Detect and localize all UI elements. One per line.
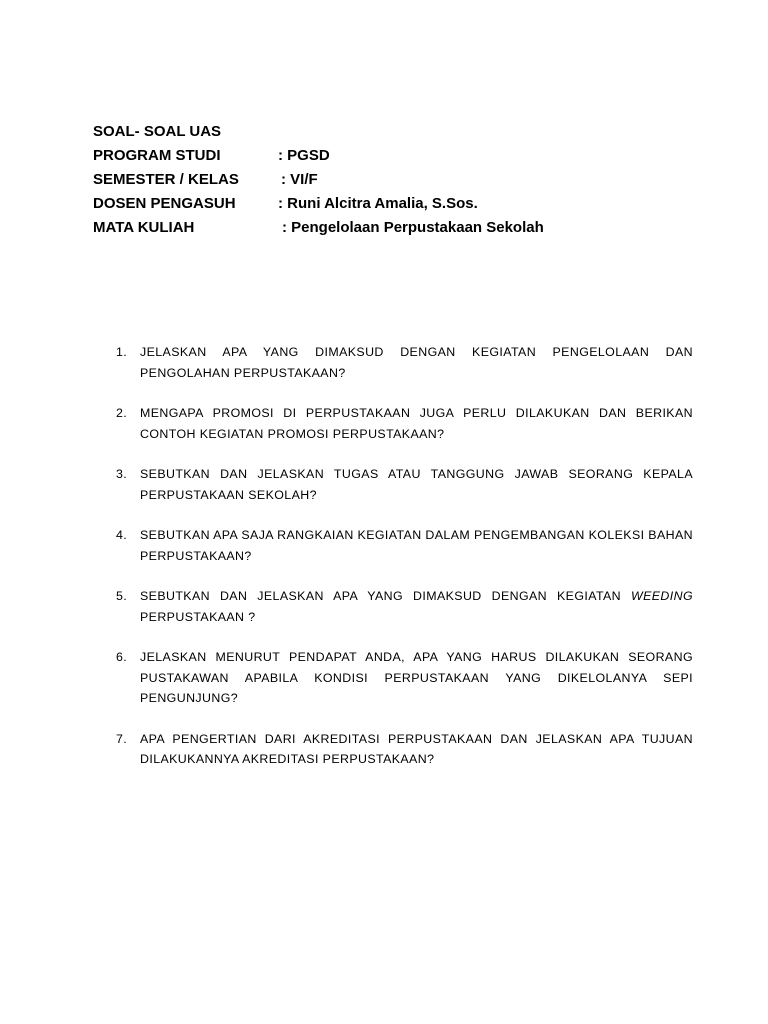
question-text: SEBUTKAN APA SAJA RANGKAIAN KEGIATAN DALAM PENGEMBANGAN KOLEKSI BAHAN PERPUSTAKAAN? <box>140 528 693 563</box>
question-number: 4. <box>116 528 128 542</box>
dosen-pengasuh-value: : Runi Alcitra Amalia, S.Sos. <box>278 195 478 212</box>
mata-kuliah-label: MATA KULIAH <box>93 219 195 236</box>
question-item <box>106 729 693 770</box>
question-text-before: SEBUTKAN DAN JELASKAN APA YANG DIMAKSUD DENGAN KEGIATAN <box>140 589 622 603</box>
question-text: JELASKAN MENURUT PENDAPAT ANDA, APA YANG HARUS DILAKUKAN SEORANG PUSTAKAWAN APABILA KONDISI PERPUSTAKAAN YANG DIKELOLANYA SEPI PENGUNJUNG? <box>140 650 693 705</box>
weeding-term: WEEDING <box>631 589 694 603</box>
question-number: 5. <box>116 589 128 603</box>
exam-header <box>93 120 693 240</box>
program-studi-row <box>93 144 693 168</box>
mata-kuliah-value: : Pengelolaan Perpustakaan Sekolah <box>282 219 544 236</box>
question-list <box>106 342 693 790</box>
question-item <box>106 342 693 383</box>
dosen-pengasuh-row <box>93 192 693 216</box>
program-studi-value: : PGSD <box>278 147 330 164</box>
exam-title: SOAL- SOAL UAS <box>93 123 222 140</box>
question-item <box>106 586 693 627</box>
question-number: 7. <box>116 731 128 746</box>
question-item <box>106 464 693 505</box>
question-item <box>106 525 693 566</box>
question-text-after: PERPUSTAKAAN ? <box>140 609 256 624</box>
question-text: MENGAPA PROMOSI DI PERPUSTAKAAN JUGA PERLU DILAKUKAN DAN BERIKAN CONTOH KEGIATAN PROMOSI PERPUSTAKAAN? <box>140 406 693 441</box>
mata-kuliah-row <box>93 216 693 240</box>
question-text: SEBUTKAN DAN JELASKAN TUGAS ATAU TANGGUNG JAWAB SEORANG KEPALA PERPUSTAKAAN SEKOLAH? <box>140 467 693 502</box>
question-text: APA PENGERTIAN DARI AKREDITASI PERPUSTAKAAN DAN JELASKAN APA TUJUAN DILAKUKANNYA AKREDITASI PERPUSTAKAAN? <box>140 731 693 766</box>
program-studi-label: PROGRAM STUDI <box>93 147 221 164</box>
question-number: 6. <box>116 650 128 664</box>
dosen-pengasuh-label: DOSEN PENGASUH <box>93 195 236 212</box>
question-item <box>106 647 693 709</box>
semester-kelas-label: SEMESTER / KELAS <box>93 171 239 188</box>
question-item <box>106 403 693 444</box>
question-number: 2. <box>116 406 128 420</box>
semester-kelas-value: : VI/F <box>281 171 318 188</box>
question-text <box>140 586 693 627</box>
question-text: JELASKAN APA YANG DIMAKSUD DENGAN KEGIATAN PENGELOLAAN DAN PENGOLAHAN PERPUSTAKAAN? <box>140 345 693 380</box>
semester-kelas-row <box>93 168 693 192</box>
question-number: 3. <box>116 467 128 481</box>
question-number: 1. <box>116 345 128 359</box>
